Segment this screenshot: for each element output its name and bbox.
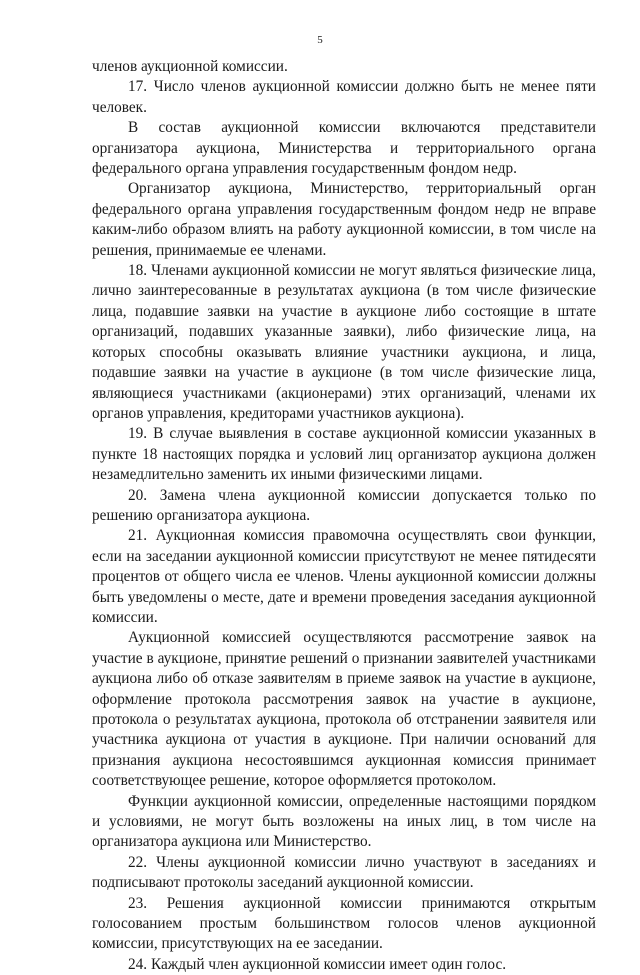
paragraph-clause-18: 18. Членами аукционной комиссии не могут являться физические лица, лично заинтересованные в результатах аукциона (в том числе физические лица, подавшие заявки на участие в аукционе либо состоящие в штате организаций, подавших указанные заявки), либо физические лица, на которых способны оказывать влияние участники аукциона, и лица, подавшие заявки на участие в аукционе (в том числе физические лица, являющиеся участниками (акционерами) этих организаций, членами их органов управления, кредиторами участников аукциона). xyxy=(92,262,596,422)
page-number: 5 xyxy=(317,34,323,46)
paragraph-continuation: членов аукционной комиссии. xyxy=(92,58,288,75)
document-body xyxy=(92,57,596,975)
paragraph-clause-20: 20. Замена члена аукционной комиссии допускается только по решению организатора аукциона. xyxy=(92,486,596,524)
paragraph-commission-composition: В состав аукционной комиссии включаются представители организатора аукциона, Министерства и территориального органа федерального органа управления государственным фондом недр. xyxy=(92,119,596,178)
paragraph-clause-21: 21. Аукционная комиссия правомочна осуществлять свои функции, если на заседании аукционной комиссии присутствуют не менее пятидесяти процентов от общего числа ее членов. Члены аукционной комиссии должны быть уведомлены о месте, дате и времени проведения заседания аукционной комиссии. xyxy=(92,527,596,626)
paragraph-clause-17: 17. Число членов аукционной комиссии должно быть не менее пяти человек. xyxy=(92,78,596,116)
paragraph-clause-22: 22. Члены аукционной комиссии лично участвуют в заседаниях и подписывают протоколы заседаний аукционной комиссии. xyxy=(92,853,596,892)
paragraph-functions-not-delegated: Функции аукционной комиссии, определенные настоящими порядком и условиями, не могут быть возложены на иных лиц, в том числе на организатора аукциона или Министерство. xyxy=(92,792,596,851)
paragraph-clause-23: 23. Решения аукционной комиссии принимаются открытым голосованием простым большинством голосов членов аукционной комиссии, присутствующих на ее заседании. xyxy=(92,894,596,953)
paragraph-clause-19: 19. В случае выявления в составе аукционной комиссии указанных в пункте 18 настоящих порядка и условий лиц организатор аукциона должен незамедлительно заменить их иными физическими лицами. xyxy=(92,425,596,484)
paragraph-clause-24: 24. Каждый член аукционной комиссии имеет один голос. xyxy=(128,955,507,973)
paragraph-commission-duties: Аукционной комиссией осуществляются рассмотрение заявок на участие в аукционе, принятие решений о признании заявителей участниками аукциона либо об отказе заявителям в приеме заявок на участие в аукционе, оформление протокола рассмотрения заявок на участие в аукционе, протокола о результатах аукциона, протокола об отстранении заявителя или участника аукциона от участия в аукционе. При наличии оснований для признания аукциона несостоявшимся аукционная комиссия принимает соответствующее решение, которое оформляется протоколом. xyxy=(92,629,596,790)
paragraph-no-influence: Организатор аукциона, Министерство, территориальный орган федерального органа управления государственным фондом недр не вправе каким-либо образом влиять на работу аукционной комиссии, в том числе на решения, принимаемые ее членами. xyxy=(92,180,596,259)
